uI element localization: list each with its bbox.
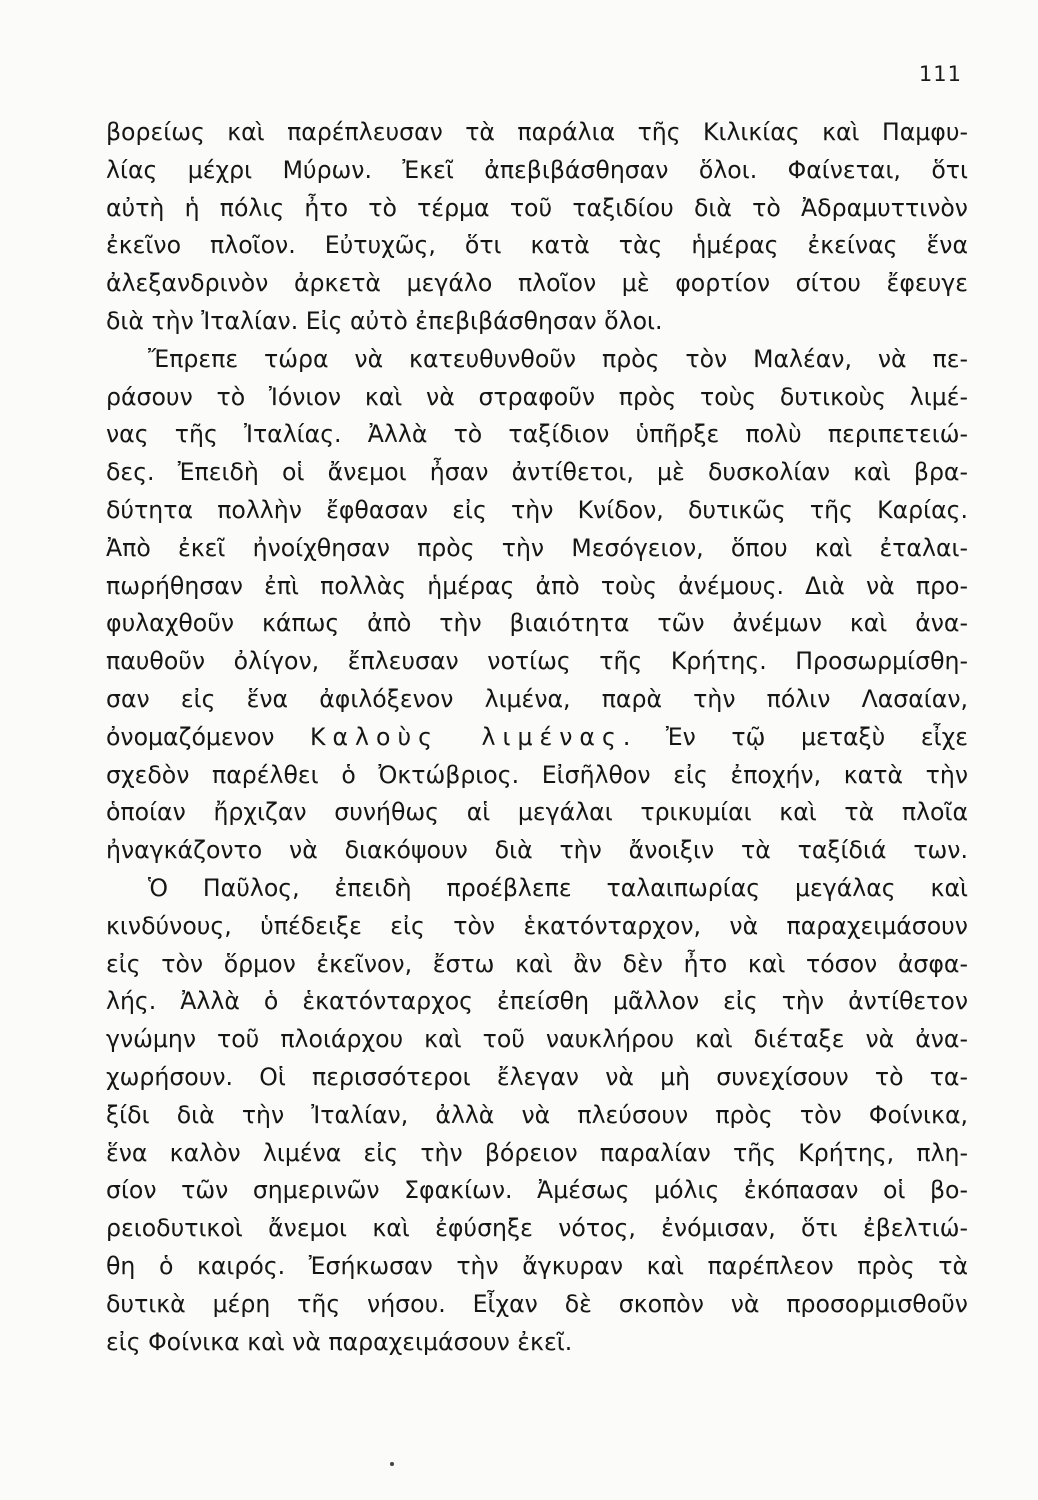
text-line: λίας μέχρι Μύρων. Ἐκεῖ ἀπεβιβάσθησαν ὅλοι. Φαίνεται, ὅτι xyxy=(106,155,968,184)
text-line: εἰς Φοίνικα καὶ νὰ παραχειμάσουν ἐκεῖ. xyxy=(106,1327,573,1356)
text-line: ξίδι διὰ τὴν Ἰταλίαν, ἀλλὰ νὰ πλεύσουν πρὸς τὸν Φοίνικα, xyxy=(106,1100,968,1129)
text-line: βορείως καὶ παρέπλευσαν τὰ παράλια τῆς Κιλικίας καὶ Παμφυ- xyxy=(106,118,968,146)
text-line: ἀλεξανδρινὸν ἀρκετὰ μεγάλο πλοῖον μὲ φορτίον σίτου ἔφευγε xyxy=(106,269,968,298)
text-line: σχεδὸν παρέλθει ὁ Ὀκτώβριος. Εἰσῆλθον εἰς ἐποχήν, κατὰ τὴν xyxy=(106,760,968,789)
text-line: φυλαχθοῦν κάπως ἀπὸ τὴν βιαιότητα τῶν ἀνέμων καὶ ἀνα- xyxy=(106,609,968,638)
text-line: εἰς τὸν ὅρμον ἐκεῖνον, ἔστω καὶ ἂν δὲν ἦτο καὶ τόσον ἀσφα- xyxy=(106,949,968,978)
text-fragment: ὀνομαζόμενον xyxy=(106,722,275,751)
text-line: αὐτὴ ἡ πόλις ἦτο τὸ τέρμα τοῦ ταξιδίου διὰ τὸ Ἀδραμυττινὸν xyxy=(106,193,968,222)
text-line: σίον τῶν σημερινῶν Σφακίων. Ἀμέσως μόλις ἐκόπασαν οἱ βο- xyxy=(106,1176,968,1205)
text-line: δες. Ἐπειδὴ οἱ ἄνεμοι ἦσαν ἀντίθετοι, μὲ δυσκολίαν καὶ βρα- xyxy=(106,458,968,487)
text-line: σαν εἰς ἕνα ἀφιλόξενον λιμένα, παρὰ τὴν πόλιν Λασαίαν, xyxy=(106,684,968,713)
text-line: νας τῆς Ἰταλίας. Ἀλλὰ τὸ ταξίδιον ὑπῆρξε πολὺ περιπετειώ- xyxy=(106,420,968,449)
text-line: Ὁ Παῦλος, ἐπειδὴ προέβλεπε ταλαιπωρίας μεγάλας καὶ xyxy=(148,873,968,902)
text-line: διὰ τὴν Ἰταλίαν. Εἰς αὐτὸ ἐπεβιβάσθησαν ὅλοι. xyxy=(106,306,663,335)
text-line: χωρήσουν. Οἱ περισσότεροι ἔλεγαν νὰ μὴ συνεχίσουν τὸ τα- xyxy=(106,1062,968,1091)
text-line: πωρήθησαν ἐπὶ πολλὰς ἡμέρας ἀπὸ τοὺς ἀνέμους. Διὰ νὰ προ- xyxy=(106,571,968,600)
text-fragment: . Ἐν τῷ μεταξὺ εἶχε xyxy=(622,722,968,751)
text-line: δύτητα πολλὴν ἔφθασαν εἰς τὴν Κνίδον, δυτικῶς τῆς Καρίας. xyxy=(106,495,968,524)
page-number: 111 xyxy=(918,62,962,86)
text-line: ράσουν τὸ Ἰόνιον καὶ νὰ στραφοῦν πρὸς τοὺς δυτικοὺς λιμέ- xyxy=(106,382,968,411)
text-line: Ἔπρεπε τώρα νὰ κατευθυνθοῦν πρὸς τὸν Μαλέαν, νὰ πε- xyxy=(148,344,968,373)
body-text xyxy=(106,114,968,1361)
text-line: ἕνα καλὸν λιμένα εἰς τὴν βόρειον παραλίαν τῆς Κρήτης, πλη- xyxy=(106,1138,968,1167)
text-line: ρειοδυτικοὶ ἄνεμοι καὶ ἐφύσηξε νότος, ἐνόμισαν, ὅτι ἐβελτιώ- xyxy=(106,1214,968,1243)
spaced-emphasis: Καλοὺς λιμένας xyxy=(310,722,623,751)
text-line: δυτικὰ μέρη τῆς νήσου. Εἶχαν δὲ σκοπὸν νὰ προσορμισθοῦν xyxy=(106,1289,968,1318)
text-line: ὁποίαν ἤρχιζαν συνήθως αἱ μεγάλαι τρικυμίαι καὶ τὰ πλοῖα xyxy=(106,798,968,827)
text-line: ἠναγκάζοντο νὰ διακόψουν διὰ τὴν ἄνοιξιν τὰ ταξίδιά των. xyxy=(106,836,968,865)
text-line-mixed xyxy=(106,719,968,757)
text-line: παυθοῦν ὀλίγον, ἔπλευσαν νοτίως τῆς Κρήτης. Προσωρμίσθη- xyxy=(106,647,968,676)
text-line: κινδύνους, ὑπέδειξε εἰς τὸν ἑκατόνταρχον, νὰ παραχειμάσουν xyxy=(106,911,968,940)
ink-dot xyxy=(390,1462,394,1466)
text-line: γνώμην τοῦ πλοιάρχου καὶ τοῦ ναυκλήρου καὶ διέταξε νὰ ἀνα- xyxy=(106,1025,968,1054)
text-line: θη ὁ καιρός. Ἐσήκωσαν τὴν ἄγκυραν καὶ παρέπλεον πρὸς τὰ xyxy=(106,1251,968,1280)
text-line: Ἀπὸ ἐκεῖ ἠνοίχθησαν πρὸς τὴν Μεσόγειον, ὅπου καὶ ἐταλαι- xyxy=(106,533,968,562)
text-line: λής. Ἀλλὰ ὁ ἑκατόνταρχος ἐπείσθη μᾶλλον εἰς τὴν ἀντίθετον xyxy=(106,987,968,1016)
text-line: ἐκεῖνο πλοῖον. Εὐτυχῶς, ὅτι κατὰ τὰς ἡμέρας ἐκείνας ἕνα xyxy=(106,231,968,260)
